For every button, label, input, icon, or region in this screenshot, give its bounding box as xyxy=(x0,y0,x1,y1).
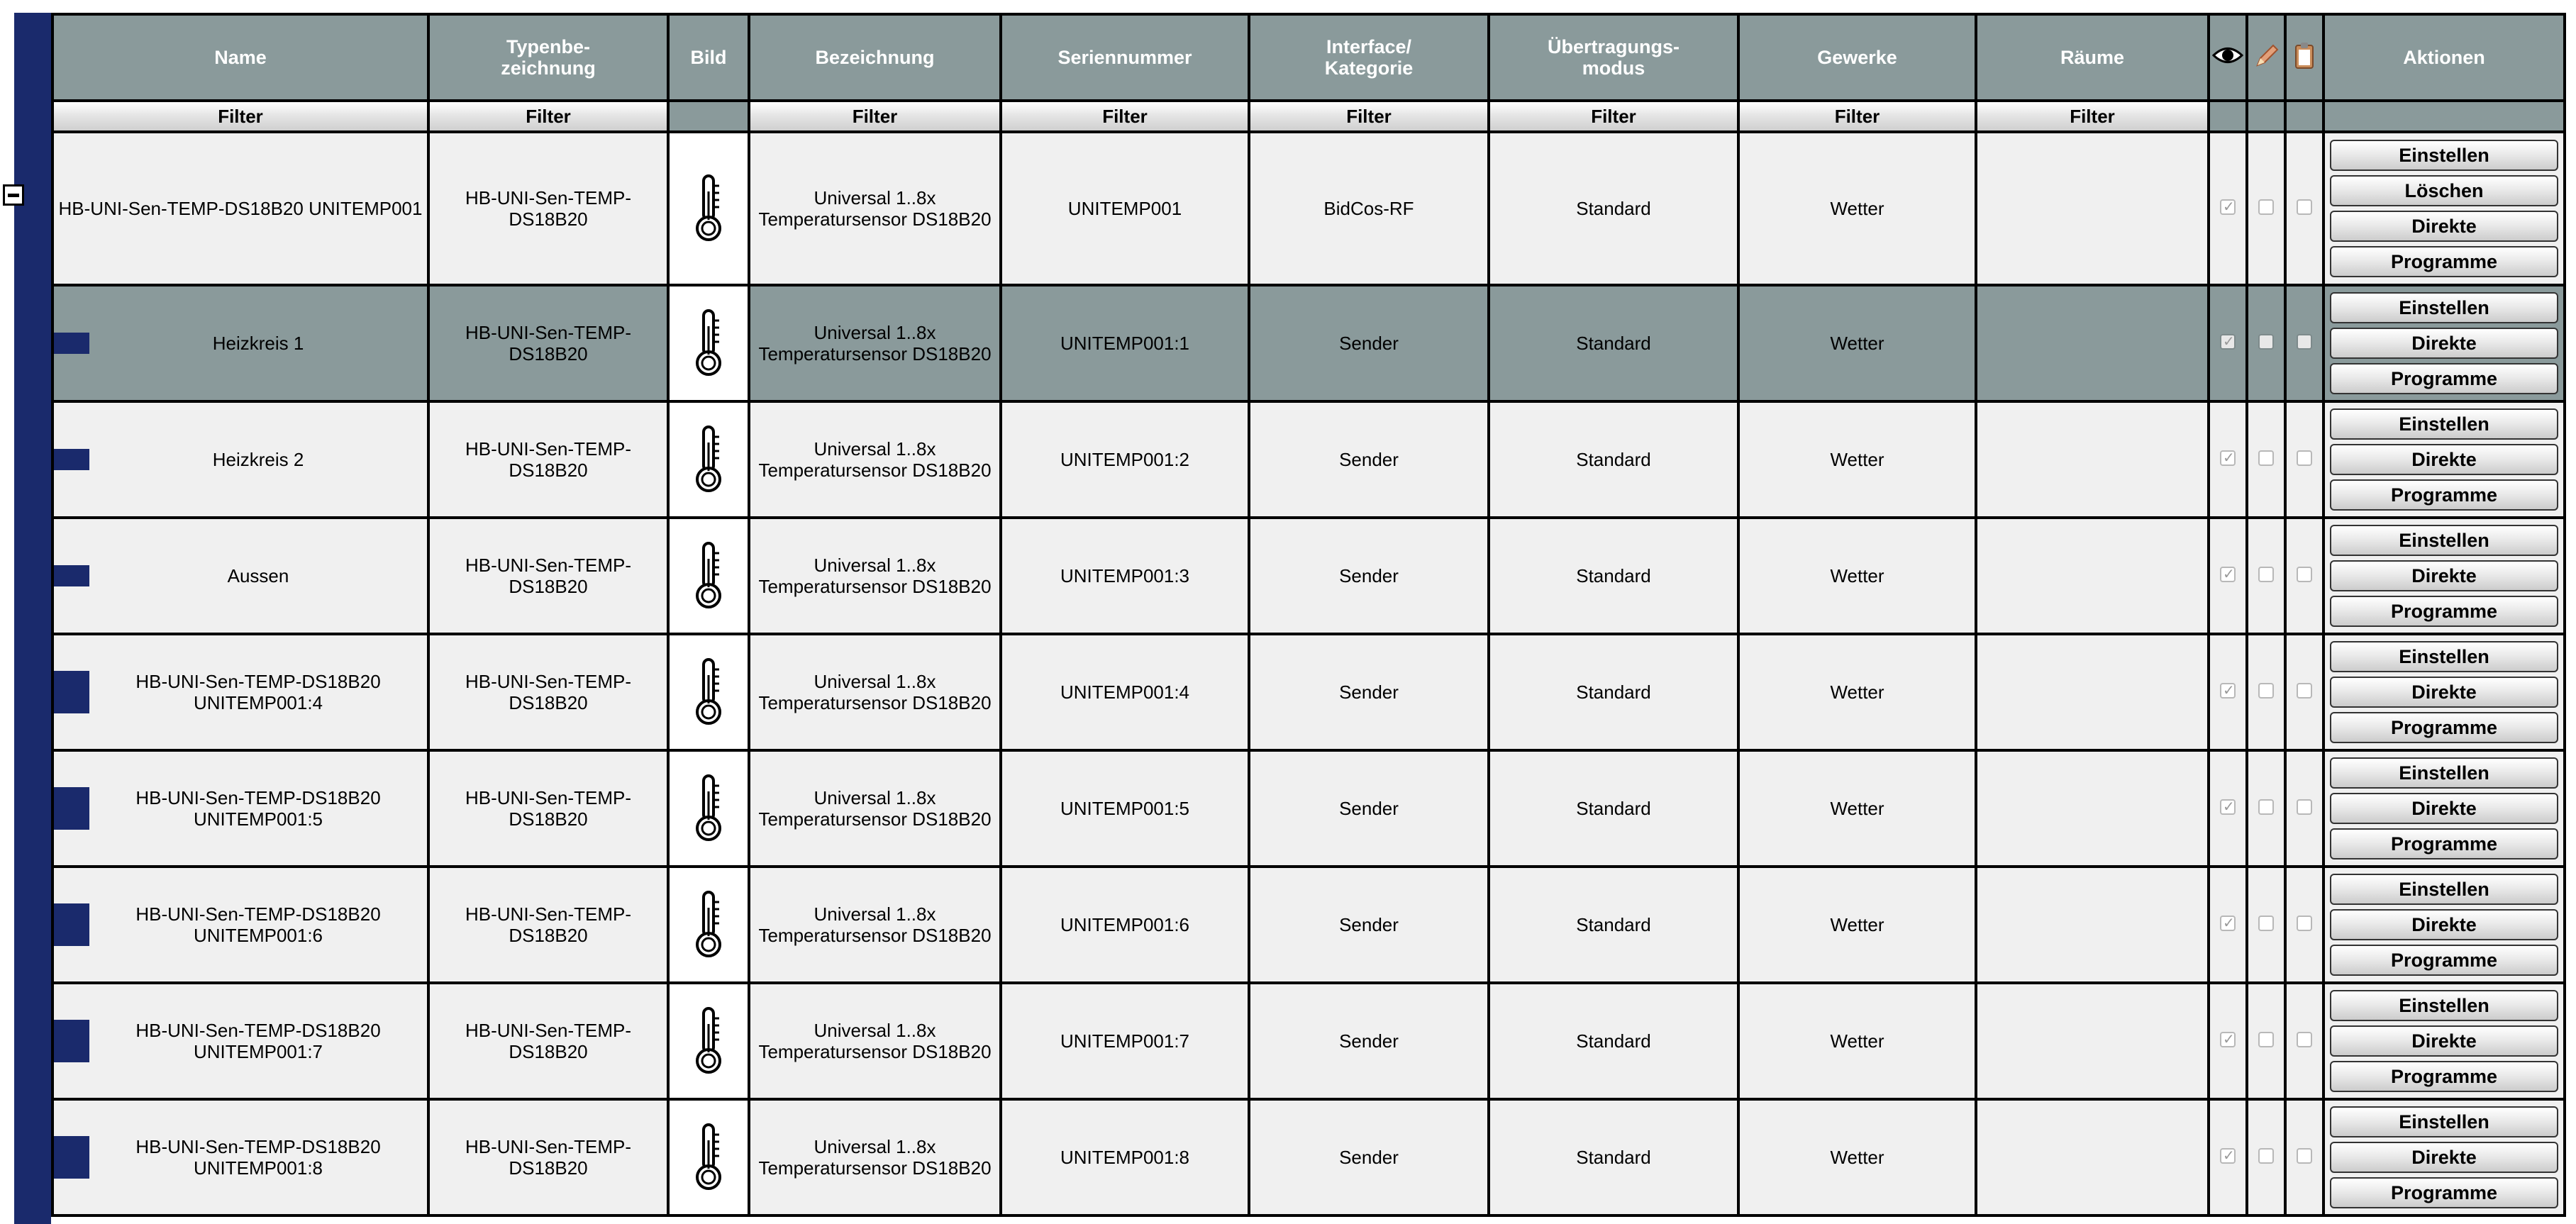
cell-description: Universal 1..8x Temperatursensor DS18B20 xyxy=(749,132,1001,285)
action-buttons xyxy=(2325,1103,2563,1211)
cell-usable[interactable] xyxy=(2247,867,2285,983)
programs-button[interactable]: Programme xyxy=(2330,596,2558,627)
cell-actions xyxy=(2324,285,2565,401)
cell-image xyxy=(668,518,749,634)
logged-checkbox[interactable] xyxy=(2297,683,2312,699)
cell-logged[interactable] xyxy=(2285,750,2324,867)
action-buttons xyxy=(2325,522,2563,630)
filter-image-empty xyxy=(668,101,749,132)
channel-row[interactable] xyxy=(52,401,2565,518)
usable-checkbox[interactable] xyxy=(2258,567,2274,582)
cell-visible[interactable] xyxy=(2209,132,2247,285)
usable-checkbox[interactable] xyxy=(2258,683,2274,699)
thermometer-icon xyxy=(694,773,723,844)
cell-usable[interactable] xyxy=(2247,634,2285,750)
usable-checkbox[interactable] xyxy=(2258,799,2274,815)
cell-type: HB-UNI-Sen-TEMP-DS18B20 xyxy=(428,750,668,867)
cell-name-label: Heizkreis 2 xyxy=(212,449,304,470)
direct-links-button[interactable]: Direkte xyxy=(2330,444,2558,475)
cell-type: HB-UNI-Sen-TEMP-DS18B20 xyxy=(428,867,668,983)
cell-description: Universal 1..8x Temperatursensor DS18B20 xyxy=(749,1099,1001,1215)
direct-links-button[interactable]: Direkte xyxy=(2330,677,2558,708)
cell-image xyxy=(668,750,749,867)
cell-mode: Standard xyxy=(1489,132,1738,285)
programs-button[interactable]: Programme xyxy=(2330,712,2558,743)
cell-visible[interactable] xyxy=(2209,285,2247,401)
filter-empty-logged xyxy=(2285,101,2324,132)
col-header-interface-label: Interface/ Kategorie xyxy=(1324,36,1414,79)
visible-checkbox[interactable] xyxy=(2220,799,2236,815)
device-table xyxy=(51,13,2566,1217)
cell-mode: Standard xyxy=(1489,867,1738,983)
logged-checkbox[interactable] xyxy=(2297,199,2312,215)
cell-logged[interactable] xyxy=(2285,285,2324,401)
usable-checkbox[interactable] xyxy=(2258,1032,2274,1047)
direct-links-button[interactable]: Direkte xyxy=(2330,560,2558,591)
col-header-visible xyxy=(2209,14,2247,101)
cell-interface: BidCos-RF xyxy=(1249,132,1489,285)
cell-image xyxy=(668,634,749,750)
usable-checkbox[interactable] xyxy=(2258,916,2274,931)
filter-interface[interactable]: Filter xyxy=(1249,101,1489,132)
cell-rooms xyxy=(1976,634,2209,750)
action-buttons xyxy=(2325,987,2563,1095)
channel-row[interactable] xyxy=(52,518,2565,634)
col-header-name[interactable]: Name xyxy=(52,14,428,101)
settings-button[interactable]: Einstellen xyxy=(2330,525,2558,556)
cell-name-label: HB-UNI-Sen-TEMP-DS18B20 UNITEMP001:7 xyxy=(135,1020,381,1062)
col-header-usable xyxy=(2247,14,2285,101)
cell-serial: UNITEMP001:4 xyxy=(1001,634,1249,750)
visible-checkbox[interactable] xyxy=(2220,567,2236,582)
settings-button[interactable]: Einstellen xyxy=(2330,1106,2558,1137)
cell-rooms xyxy=(1976,518,2209,634)
cell-name[interactable] xyxy=(52,750,428,867)
cell-rooms xyxy=(1976,1099,2209,1215)
settings-button[interactable]: Einstellen xyxy=(2330,641,2558,672)
cell-usable[interactable] xyxy=(2247,285,2285,401)
cell-description: Universal 1..8x Temperatursensor DS18B20 xyxy=(749,634,1001,750)
logged-checkbox[interactable] xyxy=(2297,1032,2312,1047)
cell-actions xyxy=(2324,983,2565,1099)
cell-actions xyxy=(2324,1099,2565,1215)
cell-actions xyxy=(2324,750,2565,867)
cell-name-label: HB-UNI-Sen-TEMP-DS18B20 UNITEMP001:5 xyxy=(135,787,381,830)
programs-button[interactable]: Programme xyxy=(2330,1177,2558,1208)
programs-button[interactable]: Programme xyxy=(2330,828,2558,859)
logged-checkbox[interactable] xyxy=(2297,1148,2312,1164)
cell-trades: Wetter xyxy=(1738,634,1976,750)
cell-name[interactable] xyxy=(52,518,428,634)
visible-checkbox[interactable] xyxy=(2220,450,2236,466)
cell-rooms xyxy=(1976,132,2209,285)
cell-interface: Sender xyxy=(1249,1099,1489,1215)
device-table-container xyxy=(51,13,2566,1217)
cell-logged[interactable] xyxy=(2285,518,2324,634)
col-header-actions: Aktionen xyxy=(2324,14,2565,101)
channel-row[interactable] xyxy=(52,750,2565,867)
device-rows xyxy=(52,132,2565,1215)
cell-rooms xyxy=(1976,401,2209,518)
header-row xyxy=(52,14,2565,101)
cell-logged[interactable] xyxy=(2285,983,2324,1099)
direct-links-button[interactable]: Direkte xyxy=(2330,1025,2558,1057)
settings-button[interactable]: Einstellen xyxy=(2330,292,2558,323)
cell-interface: Sender xyxy=(1249,867,1489,983)
col-header-logged xyxy=(2285,14,2324,101)
cell-image xyxy=(668,867,749,983)
visible-checkbox[interactable] xyxy=(2220,916,2236,931)
col-header-trades[interactable]: Gewerke xyxy=(1738,14,1976,101)
tree-indent xyxy=(54,1136,89,1179)
cell-visible[interactable] xyxy=(2209,518,2247,634)
direct-links-button[interactable]: Direkte xyxy=(2330,211,2558,242)
cell-type: HB-UNI-Sen-TEMP-DS18B20 xyxy=(428,285,668,401)
cell-type: HB-UNI-Sen-TEMP-DS18B20 xyxy=(428,518,668,634)
visible-checkbox[interactable] xyxy=(2220,1032,2236,1047)
cell-visible[interactable] xyxy=(2209,983,2247,1099)
thermometer-icon xyxy=(694,1006,723,1076)
cell-interface: Sender xyxy=(1249,518,1489,634)
channel-row[interactable] xyxy=(52,285,2565,401)
cell-visible[interactable] xyxy=(2209,1099,2247,1215)
cell-name[interactable] xyxy=(52,285,428,401)
filter-serial[interactable]: Filter xyxy=(1001,101,1249,132)
col-header-rooms[interactable]: Räume xyxy=(1976,14,2209,101)
visible-checkbox[interactable] xyxy=(2220,1148,2236,1164)
thermometer-icon xyxy=(694,308,723,379)
cell-name[interactable] xyxy=(52,401,428,518)
settings-button[interactable]: Einstellen xyxy=(2330,408,2558,440)
filter-name[interactable]: Filter xyxy=(52,101,428,132)
collapse-toggle-icon[interactable] xyxy=(3,184,24,206)
cell-name-label: Aussen xyxy=(227,565,289,586)
cell-usable[interactable] xyxy=(2247,401,2285,518)
thermometer-icon xyxy=(694,173,723,244)
cell-description: Universal 1..8x Temperatursensor DS18B20 xyxy=(749,750,1001,867)
cell-image xyxy=(668,132,749,285)
settings-button[interactable]: Einstellen xyxy=(2330,990,2558,1021)
logged-checkbox[interactable] xyxy=(2297,334,2312,350)
tree-indent xyxy=(54,671,89,713)
filter-description[interactable]: Filter xyxy=(749,101,1001,132)
thermometer-icon xyxy=(694,1122,723,1193)
cell-trades: Wetter xyxy=(1738,750,1976,867)
delete-button[interactable]: Löschen xyxy=(2330,175,2558,206)
direct-links-button[interactable]: Direkte xyxy=(2330,1142,2558,1173)
cell-logged[interactable] xyxy=(2285,132,2324,285)
cell-type: HB-UNI-Sen-TEMP-DS18B20 xyxy=(428,634,668,750)
cell-interface: Sender xyxy=(1249,634,1489,750)
programs-button[interactable]: Programme xyxy=(2330,1061,2558,1092)
cell-trades: Wetter xyxy=(1738,285,1976,401)
col-header-interface[interactable] xyxy=(1249,14,1489,101)
action-buttons xyxy=(2325,638,2563,746)
cell-name[interactable]: HB-UNI-Sen-TEMP-DS18B20 UNITEMP001 xyxy=(52,132,428,285)
programs-button[interactable]: Programme xyxy=(2330,479,2558,511)
settings-button[interactable]: Einstellen xyxy=(2330,874,2558,905)
cell-name[interactable] xyxy=(52,634,428,750)
cell-description: Universal 1..8x Temperatursensor DS18B20 xyxy=(749,518,1001,634)
cell-serial: UNITEMP001:1 xyxy=(1001,285,1249,401)
cell-description: Universal 1..8x Temperatursensor DS18B20 xyxy=(749,867,1001,983)
direct-links-button[interactable]: Direkte xyxy=(2330,328,2558,359)
clipboard-icon xyxy=(2293,41,2316,69)
cell-visible[interactable] xyxy=(2209,401,2247,518)
col-header-serial[interactable]: Seriennummer xyxy=(1001,14,1249,101)
visible-checkbox[interactable] xyxy=(2220,199,2236,215)
cell-trades: Wetter xyxy=(1738,1099,1976,1215)
eye-icon xyxy=(2212,45,2243,66)
cell-usable[interactable] xyxy=(2247,132,2285,285)
tree-indent xyxy=(54,449,89,470)
logged-checkbox[interactable] xyxy=(2297,916,2312,931)
cell-logged[interactable] xyxy=(2285,867,2324,983)
cell-rooms xyxy=(1976,750,2209,867)
cell-mode: Standard xyxy=(1489,983,1738,1099)
cell-trades: Wetter xyxy=(1738,132,1976,285)
cell-logged[interactable] xyxy=(2285,401,2324,518)
cell-serial: UNITEMP001:2 xyxy=(1001,401,1249,518)
cell-name-label: Heizkreis 1 xyxy=(212,333,304,354)
cell-rooms xyxy=(1976,867,2209,983)
cell-name[interactable] xyxy=(52,867,428,983)
cell-mode: Standard xyxy=(1489,401,1738,518)
cell-serial: UNITEMP001:5 xyxy=(1001,750,1249,867)
filter-rooms[interactable]: Filter xyxy=(1976,101,2209,132)
channel-row[interactable] xyxy=(52,867,2565,983)
col-header-mode[interactable] xyxy=(1489,14,1738,101)
programs-button[interactable]: Programme xyxy=(2330,363,2558,394)
programs-button[interactable]: Programme xyxy=(2330,246,2558,277)
cell-mode: Standard xyxy=(1489,634,1738,750)
cell-serial: UNITEMP001:6 xyxy=(1001,867,1249,983)
cell-trades: Wetter xyxy=(1738,518,1976,634)
direct-links-button[interactable]: Direkte xyxy=(2330,793,2558,824)
cell-name[interactable] xyxy=(52,983,428,1099)
thermometer-icon xyxy=(694,424,723,495)
cell-usable[interactable] xyxy=(2247,750,2285,867)
cell-interface: Sender xyxy=(1249,983,1489,1099)
cell-serial: UNITEMP001:7 xyxy=(1001,983,1249,1099)
action-buttons xyxy=(2325,289,2563,397)
cell-interface: Sender xyxy=(1249,750,1489,867)
filter-type[interactable]: Filter xyxy=(428,101,668,132)
action-buttons xyxy=(2325,755,2563,862)
channel-row[interactable] xyxy=(52,1099,2565,1215)
cell-actions xyxy=(2324,518,2565,634)
thermometer-icon xyxy=(694,540,723,611)
thermometer-icon xyxy=(694,889,723,960)
device-row-parent[interactable] xyxy=(52,132,2565,285)
cell-image xyxy=(668,983,749,1099)
pencil-icon xyxy=(2252,41,2280,69)
cell-type: HB-UNI-Sen-TEMP-DS18B20 xyxy=(428,1099,668,1215)
cell-name-label: HB-UNI-Sen-TEMP-DS18B20 UNITEMP001:8 xyxy=(135,1136,381,1179)
col-header-image: Bild xyxy=(668,14,749,101)
filter-mode[interactable]: Filter xyxy=(1489,101,1738,132)
programs-button[interactable]: Programme xyxy=(2330,945,2558,976)
cell-name-label: HB-UNI-Sen-TEMP-DS18B20 UNITEMP001:6 xyxy=(135,903,381,946)
cell-type: HB-UNI-Sen-TEMP-DS18B20 xyxy=(428,132,668,285)
usable-checkbox[interactable] xyxy=(2258,450,2274,466)
filter-empty-actions xyxy=(2324,101,2565,132)
cell-serial: UNITEMP001 xyxy=(1001,132,1249,285)
cell-mode: Standard xyxy=(1489,518,1738,634)
filter-row xyxy=(52,101,2565,132)
tree-indent xyxy=(54,565,89,586)
cell-logged[interactable] xyxy=(2285,1099,2324,1215)
cell-mode: Standard xyxy=(1489,1099,1738,1215)
cell-usable[interactable] xyxy=(2247,983,2285,1099)
settings-button[interactable]: Einstellen xyxy=(2330,140,2558,171)
cell-mode: Standard xyxy=(1489,750,1738,867)
channel-row[interactable] xyxy=(52,634,2565,750)
col-header-mode-label: Übertragungs- modus xyxy=(1547,36,1680,79)
logged-checkbox[interactable] xyxy=(2297,450,2312,466)
cell-image xyxy=(668,401,749,518)
col-header-type-label: Typenbe- zeichnung xyxy=(501,36,596,79)
col-header-description[interactable]: Bezeichnung xyxy=(749,14,1001,101)
settings-button[interactable]: Einstellen xyxy=(2330,757,2558,789)
cell-name[interactable] xyxy=(52,1099,428,1215)
cell-name-label: HB-UNI-Sen-TEMP-DS18B20 UNITEMP001:4 xyxy=(135,671,381,713)
cell-actions xyxy=(2324,132,2565,285)
col-header-type[interactable] xyxy=(428,14,668,101)
channel-row[interactable] xyxy=(52,983,2565,1099)
cell-actions xyxy=(2324,634,2565,750)
cell-serial: UNITEMP001:3 xyxy=(1001,518,1249,634)
cell-image xyxy=(668,1099,749,1215)
cell-visible[interactable] xyxy=(2209,634,2247,750)
logged-checkbox[interactable] xyxy=(2297,567,2312,582)
cell-trades: Wetter xyxy=(1738,983,1976,1099)
cell-description: Universal 1..8x Temperatursensor DS18B20 xyxy=(749,983,1001,1099)
usable-checkbox[interactable] xyxy=(2258,1148,2274,1164)
cell-type: HB-UNI-Sen-TEMP-DS18B20 xyxy=(428,401,668,518)
cell-actions xyxy=(2324,401,2565,518)
visible-checkbox[interactable] xyxy=(2220,334,2236,350)
cell-logged[interactable] xyxy=(2285,634,2324,750)
cell-serial: UNITEMP001:8 xyxy=(1001,1099,1249,1215)
visible-checkbox[interactable] xyxy=(2220,683,2236,699)
cell-actions xyxy=(2324,867,2565,983)
cell-rooms xyxy=(1976,983,2209,1099)
cell-description: Universal 1..8x Temperatursensor DS18B20 xyxy=(749,401,1001,518)
usable-checkbox[interactable] xyxy=(2258,199,2274,215)
cell-visible[interactable] xyxy=(2209,867,2247,983)
action-buttons xyxy=(2325,406,2563,513)
cell-trades: Wetter xyxy=(1738,401,1976,518)
cell-usable[interactable] xyxy=(2247,1099,2285,1215)
cell-description: Universal 1..8x Temperatursensor DS18B20 xyxy=(749,285,1001,401)
action-buttons xyxy=(2325,137,2563,280)
cell-interface: Sender xyxy=(1249,285,1489,401)
cell-trades: Wetter xyxy=(1738,867,1976,983)
logged-checkbox[interactable] xyxy=(2297,799,2312,815)
cell-usable[interactable] xyxy=(2247,518,2285,634)
tree-indent xyxy=(54,333,89,354)
cell-type: HB-UNI-Sen-TEMP-DS18B20 xyxy=(428,983,668,1099)
action-buttons xyxy=(2325,871,2563,979)
cell-rooms xyxy=(1976,285,2209,401)
filter-trades[interactable]: Filter xyxy=(1738,101,1976,132)
filter-empty-usable xyxy=(2247,101,2285,132)
filter-empty-visible xyxy=(2209,101,2247,132)
thermometer-icon xyxy=(694,657,723,728)
usable-checkbox[interactable] xyxy=(2258,334,2274,350)
cell-interface: Sender xyxy=(1249,401,1489,518)
direct-links-button[interactable]: Direkte xyxy=(2330,909,2558,940)
tree-indent xyxy=(54,903,89,946)
cell-mode: Standard xyxy=(1489,285,1738,401)
tree-indent xyxy=(54,787,89,830)
tree-indent xyxy=(54,1020,89,1062)
cell-image xyxy=(668,285,749,401)
cell-visible[interactable] xyxy=(2209,750,2247,867)
